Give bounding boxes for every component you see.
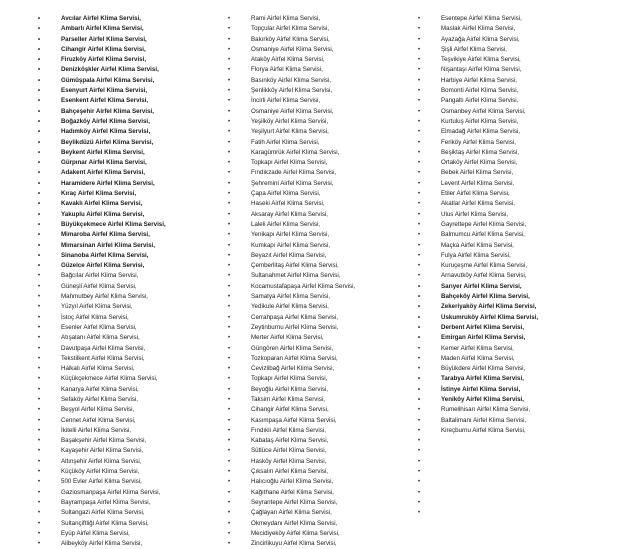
list-item: • Sinanoba Airfel Klima Servisi,: [38, 251, 228, 261]
list-item: • Cihangir Airfel Klima Servisi,: [38, 45, 228, 55]
list-item: • Hasköy Airfel Klima Servisi,: [228, 457, 418, 467]
list-item: • 500 Evler Airfel Klima Servisi,: [38, 477, 228, 487]
list-item: • İkitelli Airfel Klima Servisi,: [38, 426, 228, 436]
list-item: • Aksaray Airfel Klima Servisi,: [228, 210, 418, 220]
list-item: • Esenyurt Airfel Klima Servisi,: [38, 86, 228, 96]
list-item: • Seyrantepe Airfel Klima Servisi,: [228, 498, 418, 508]
list-item: • Yüzyıl Airfel Klima Servisi,: [38, 302, 228, 312]
list-item: • Osmanbey Airfel Klima Servisi,: [418, 107, 618, 117]
list-item: • Güngören Airfel Klima Servisi,: [228, 344, 418, 354]
list-item: • Küçükçekmece Airfel Klima Servisi,: [38, 374, 228, 384]
list-item: • Laleli Airfel Klima Servisi,: [228, 220, 418, 230]
list-item: • Merter Airfel Klima Servisi,: [228, 333, 418, 343]
list-item: • Rami Airfel Klima Servisi,: [228, 14, 418, 24]
list-item: • Akatlar Airfel Klima Servisi,: [418, 199, 618, 209]
list-item: • Denizköşkler Airfel Klima Servisi,: [38, 65, 228, 75]
list-item: • Mimaroba Airfel Klima Servisi,: [38, 230, 228, 240]
list-item: • Baltalimanı Airfel Klima Servisi,: [418, 416, 618, 426]
list-item: • Bakırköy Airfel Klima Servisi,: [228, 35, 418, 45]
list-item: • Ayazağa Airfel Klima Servisi,: [418, 35, 618, 45]
list-item: • Sultanahmet Airfel Klima Servisi,: [228, 271, 418, 281]
list-item: [418, 467, 618, 477]
list-item: • Zekeriyaköy Airfel Klima Servisi,: [418, 302, 618, 312]
list-item: • Cerrahpaşa Airfel Klima Servisi,: [228, 313, 418, 323]
list-item: • Beşiktaş Airfel Klima Servisi,: [418, 148, 618, 158]
list-item: • Büyükçekmece Airfel Klima Servisi,: [38, 220, 228, 230]
list-item: • Zeytinburnu Airfel Klima Servisi,: [228, 323, 418, 333]
list-item: • Kireçburnu Airfel Klima Servisi,: [418, 426, 618, 436]
list-item: • Kağıthane Airfel Klima Servisi,: [228, 488, 418, 498]
list-item: • Kanarya Airfel Klima Servisi,: [38, 385, 228, 395]
list-item: • Bayrampaşa Airfel Klima Servisi,: [38, 498, 228, 508]
list-item: • Yakuplu Airfel Klima Servisi,: [38, 210, 228, 220]
list-item: • Balmumcu Airfel Klima Servisi,: [418, 230, 618, 240]
list-item: • Esenler Airfel Klima Servisi,: [38, 323, 228, 333]
list-item: • Feriköy Airfel Klima Servisi,: [418, 138, 618, 148]
list-item: • Yedikule Airfel Klima Servisi,: [228, 302, 418, 312]
list-item: • Beşyol Airfel Klima Servisi,: [38, 405, 228, 415]
list-item: • Beyazıt Airfel Klima Servisi,: [228, 251, 418, 261]
list-item: • Samatya Airfel Klima Servisi,: [228, 292, 418, 302]
list-item: • Zincirlikuyu Airfel Klima Servisi,: [228, 539, 418, 549]
list-item: • Halkalı Airfel Klima Servisi,: [38, 364, 228, 374]
list-item: • Haseki Airfel Klima Servisi,: [228, 199, 418, 209]
list-item: • Topçular Airfel Klima Servisi,: [228, 24, 418, 34]
list-item: • Gürpınar Airfel Klima Servisi,: [38, 158, 228, 168]
list-item: • Bahçeköy Airfel Klima Servisi,: [418, 292, 618, 302]
list-item: • Arnavutköy Airfel Klima Servisi,: [418, 271, 618, 281]
list-item: • Altınşehir Airfel Klima Servisi,: [38, 457, 228, 467]
list-item: • Okmeydanı Airfel Klima Servisi,: [228, 519, 418, 529]
list-item: • Bağcılar Airfel Klima Servisi,: [38, 271, 228, 281]
list-item: • Tozkoparan Airfel Klima Servisi,: [228, 354, 418, 364]
list-item: • Davutpaşa Airfel Klima Servisi,: [38, 344, 228, 354]
list-item: • Mimarsinan Airfel Klima Servisi,: [38, 241, 228, 251]
list-item: • Büyükdere Airfel Klima Servisi,: [418, 364, 618, 374]
list-item: • Esentepe Airfel Klima Servisi,: [418, 14, 618, 24]
list-item: • Bomonti Airfel Klima Servisi,: [418, 86, 618, 96]
list-item: • Cevizlibağ Airfel Klima Servisi,: [228, 364, 418, 374]
list-item: • Bahçeşehir Airfel Klima Servisi,: [38, 107, 228, 117]
list-item: • Fulya Airfel Klima Servisi,: [418, 251, 618, 261]
list-item: • İstoç Airfel Klima Servisi,: [38, 313, 228, 323]
list-item: • Levent Airfel Klima Servisi,: [418, 179, 618, 189]
column-3: [418, 14, 618, 519]
list-item: • Beylikdüzü Airfel Klima Servisi,: [38, 138, 228, 148]
list-item: • Yeşilyurt Airfel Klima Servisi,: [228, 127, 418, 137]
list-item: • Sarıyer Airfel Klima Servisi,: [418, 282, 618, 292]
list-item: • Atışalanı Airfel Klima Servisi,: [38, 333, 228, 343]
list-item: • Osmaniye Airfel Klima Servisi,: [228, 107, 418, 117]
list-item: • Küçüköy Airfel Klima Servisi,: [38, 467, 228, 477]
list-item: • Çemberlitaş Airfel Klima Servisi,: [228, 261, 418, 271]
list-item: • Halıcıoğlu Airfel Klima Servisi,: [228, 477, 418, 487]
list-item: • Yeniköy Airfel Klima Servisi,: [418, 395, 618, 405]
list-item: • Derbent Airfel Klima Servisi,: [418, 323, 618, 333]
list-item: • Kuruçeşme Airfel Klima Servisi,: [418, 261, 618, 271]
list-item: • Karagümrük Airfel Klima Servisi,: [228, 148, 418, 158]
list-item: [418, 488, 618, 498]
list-item: • Uskumruköy Airfel Klima Servisi,: [418, 313, 618, 323]
list-item: • Adakent Airfel Klima Servisi,: [38, 168, 228, 178]
list-item: • Esenkent Airfel Klima Servisi,: [38, 96, 228, 106]
list-item: • Alibeyköy Airfel Klima Servisi,: [38, 539, 228, 549]
list-item: • Yenikapı Airfel Klima Servisi,: [228, 230, 418, 240]
location-list-1: [38, 14, 228, 549]
list-item: [418, 436, 618, 446]
list-item: • Elmadağ Airfel Klima Servisi,: [418, 127, 618, 137]
list-item: • Basınköy Airfel Klima Servisi,: [228, 76, 418, 86]
list-item: • Nişantaşı Airfel Klima Servisi,: [418, 65, 618, 75]
list-item: • Kabataş Airfel Klima Servisi,: [228, 436, 418, 446]
list-item: • Firuzköy Airfel Klima Servisi,: [38, 55, 228, 65]
list-item: • Maçka Airfel Klima Servisi,: [418, 241, 618, 251]
list-item: • Beykent Airfel Klima Servisi,: [38, 148, 228, 158]
list-item: • Kayaşehir Airfel Klima Servisi,: [38, 446, 228, 456]
list-item: • Ortaköy Airfel Klima Servisi,: [418, 158, 618, 168]
list-item: • Şehremini Airfel Klima Servisi,: [228, 179, 418, 189]
list-item: • Eyüp Airfel Klima Servisi,: [38, 529, 228, 539]
list-item: • İncirli Airfel Klima Servisi,: [228, 96, 418, 106]
list-item: • Kasımpaşa Airfel Klima Servisi,: [228, 416, 418, 426]
list-item: • Taksim Airfel Klima Servisi,: [228, 395, 418, 405]
list-item: • Topkapı Airfel Klima Servisi,: [228, 158, 418, 168]
list-item: • Fatih Airfel Klima Servisi,: [228, 138, 418, 148]
list-item: • Osmaniye Airfel Klima Servisi,: [228, 45, 418, 55]
list-item: • Ulus Airfel Klima Servisi,: [418, 210, 618, 220]
list-item: • Gümüşpala Airfel Klima Servisi,: [38, 76, 228, 86]
list-item: • Emirgan Airfel Klima Servisi,: [418, 333, 618, 343]
location-list-3: [418, 14, 618, 519]
list-item: • Çapa Airfel Klima Servisi,: [228, 189, 418, 199]
list-item: • Fındıklı Airfel Klima Servisi,: [228, 426, 418, 436]
list-item: • Güneşli Airfel Klima Servisi,: [38, 282, 228, 292]
list-item: • Çıksalın Airfel Klima Servisi,: [228, 467, 418, 477]
list-item: • Boğazköy Airfel Klima Servisi,: [38, 117, 228, 127]
list-item: • Başakşehir Airfel Klima Servisi,: [38, 436, 228, 446]
list-item: • Çağlayan Airfel Klima Servisi,: [228, 508, 418, 518]
list-item: • Ambarlı Airfel Klima Servisi,: [38, 24, 228, 34]
list-item: • Parseller Airfel Klima Servisi,: [38, 35, 228, 45]
list-item: • Tarabya Airfel Klima Servisi,: [418, 374, 618, 384]
list-item: • Pangaltı Airfel Klima Servisi,: [418, 96, 618, 106]
list-item: • Mecidiyeköy Airfel Klima Servisi,: [228, 529, 418, 539]
list-item: • Etiler Airfel Klima Servisi,: [418, 189, 618, 199]
list-item: • Cihangir Airfel Klima Servisi,: [228, 405, 418, 415]
list-item: • Avcılar Airfel Klima Servisi,: [38, 14, 228, 24]
list-item: • Güzelce Airfel Klima Servisi,: [38, 261, 228, 271]
list-item: • Sefaköy Airfel Klima Servisi,: [38, 395, 228, 405]
list-item: • Fındıkzade Airfel Klima Servisi,: [228, 168, 418, 178]
list-item: • Sultançiftliği Airfel Klima Servisi,: [38, 519, 228, 529]
list-item: • Kocamustafapaşa Airfel Klima Servisi,: [228, 282, 418, 292]
list-item: • Yeşilköy Airfel Klima Servisi,: [228, 117, 418, 127]
list-item: • Sultangazi Airfel Klima Servisi,: [38, 508, 228, 518]
list-item: • Şenlikköy Airfel Klima Servisi,: [228, 86, 418, 96]
list-item: • Hadımköy Airfel Klima Servisi,: [38, 127, 228, 137]
list-item: • Gaziosmanpaşa Airfel Klima Servisi,: [38, 488, 228, 498]
list-item: • Kurtuluş Airfel Klima Servisi,: [418, 117, 618, 127]
list-item: [418, 498, 618, 508]
list-item: • Sütlüce Airfel Klima Servisi,: [228, 446, 418, 456]
list-item: • Bebek Airfel Klima Servisi,: [418, 168, 618, 178]
list-item: • Ataköy Airfel Klima Servisi,: [228, 55, 418, 65]
list-item: • Teşvikiye Airfel Klima Servisi,: [418, 55, 618, 65]
list-item: • Mahmutbey Airfel Klima Servisi,: [38, 292, 228, 302]
list-item: • Beyoğlu Airfel Klima Servisi,: [228, 385, 418, 395]
list-item: • Gayrettepe Airfel Klima Servisi,: [418, 220, 618, 230]
list-item: • Florya Airfel Klima Servisi,: [228, 65, 418, 75]
list-item: • Kıraç Airfel Klima Servisi,: [38, 189, 228, 199]
list-item: • Şişli Airfel Klima Servisi,: [418, 45, 618, 55]
list-item: [418, 446, 618, 456]
column-1: [38, 14, 228, 549]
location-list-2: [228, 14, 418, 549]
list-item: • Cennet Airfel Klima Servisi,: [38, 416, 228, 426]
list-item: • Topkapı Airfel Klima Servisi,: [228, 374, 418, 384]
list-item: [418, 457, 618, 467]
list-item: • Haramidere Airfel Klima Servisi,: [38, 179, 228, 189]
column-2: [228, 14, 418, 549]
list-item: • Harbiye Airfel Klima Servisi,: [418, 76, 618, 86]
list-item: [418, 508, 618, 518]
list-item: • Tekstilkent Airfel Klima Servisi,: [38, 354, 228, 364]
list-item: • Maden Airfel Klima Servisi,: [418, 354, 618, 364]
list-item: • Kavaklı Airfel Klima Servisi,: [38, 199, 228, 209]
list-item: • Kemer Airfel Klima Servisi,: [418, 344, 618, 354]
list-item: • Maslak Airfel Klima Servisi,: [418, 24, 618, 34]
list-item: • Kumkapı Airfel Klima Servisi,: [228, 241, 418, 251]
list-item: • Rumelihisarı Airfel Klima Servisi,: [418, 405, 618, 415]
list-item: • İstinye Airfel Klima Servisi,: [418, 385, 618, 395]
